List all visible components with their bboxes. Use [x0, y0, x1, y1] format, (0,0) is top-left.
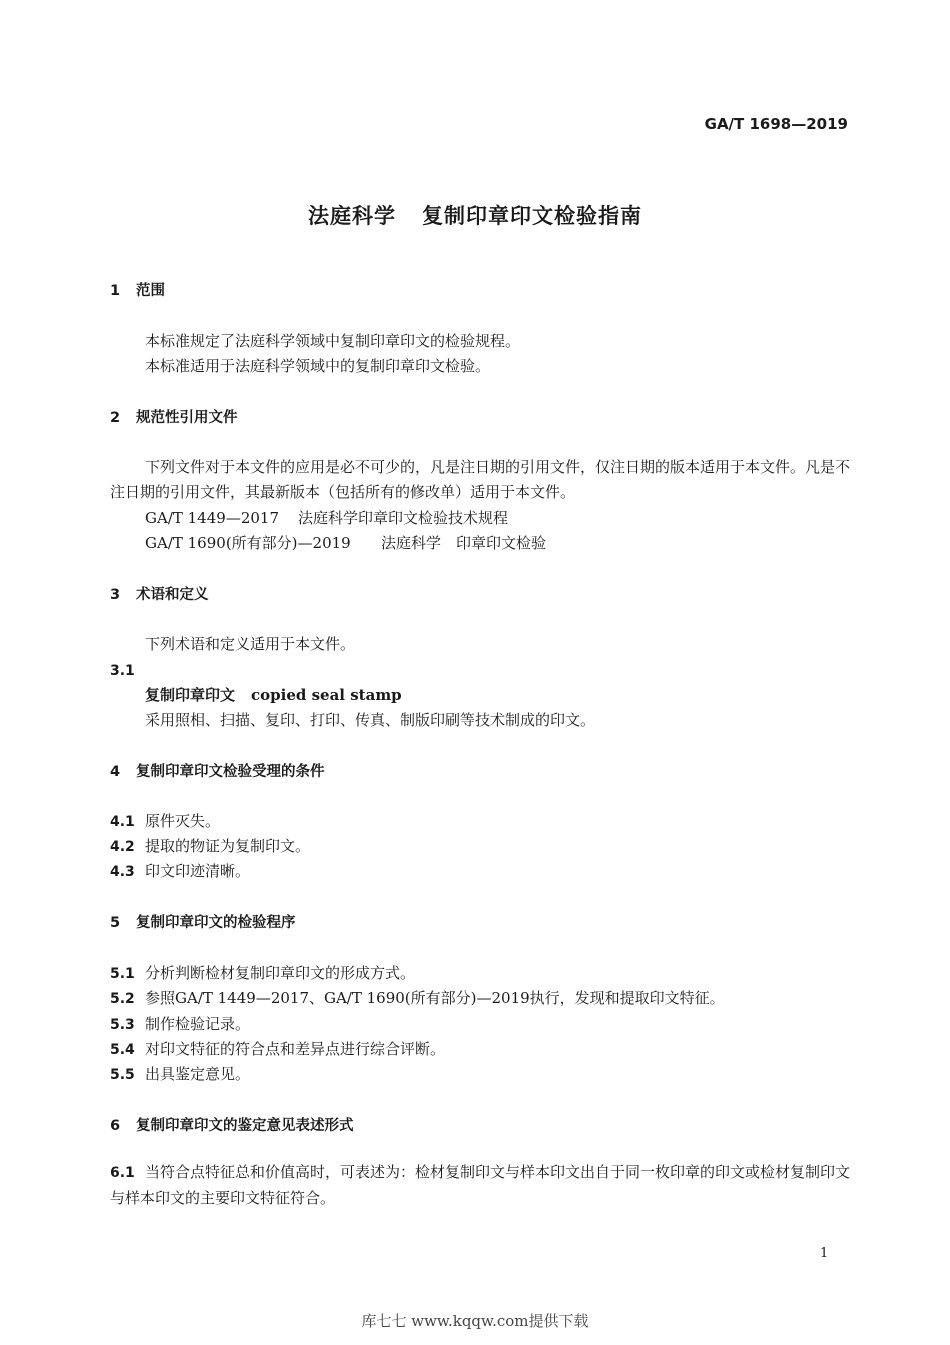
- reference-2-code: GA/T 1690(所有部分)—2019: [145, 534, 351, 552]
- clause-number: 5.3: [110, 1017, 135, 1033]
- section-5-heading: [110, 911, 296, 932]
- reference-1-code: GA/T 1449—2017: [145, 509, 279, 527]
- section-2-number: 2: [110, 410, 121, 426]
- section-2-heading: [110, 406, 238, 427]
- clause-number: 6.1: [110, 1165, 135, 1181]
- clause-text: 出具鉴定意见。: [145, 1065, 251, 1083]
- clause-number: 5.5: [110, 1067, 135, 1083]
- clause-text: 对印文特征的符合点和差异点进行综合评断。: [145, 1040, 446, 1058]
- section-1-paragraph-2: 本标准适用于法庭科学领域中的复制印章印文检验。: [145, 357, 491, 375]
- reference-1: [145, 507, 508, 528]
- clause-5-1: [110, 962, 415, 983]
- clause-number: 4.2: [110, 839, 135, 855]
- term-chinese: 复制印章印文: [145, 686, 236, 704]
- section-3-title: 术语和定义: [136, 587, 209, 603]
- section-2-title: 规范性引用文件: [136, 410, 238, 426]
- term-number-label: 3.1: [110, 663, 135, 679]
- section-5-title: 复制印章印文的检验程序: [136, 915, 296, 931]
- clause-number: 5.2: [110, 991, 135, 1007]
- term-entry: [145, 684, 402, 705]
- clause-text: 原件灭失。: [145, 812, 221, 830]
- download-watermark: 库七七 www.kqqw.com提供下载: [361, 1312, 589, 1330]
- clause-4-1: [110, 810, 220, 831]
- clause-text: 制作检验记录。: [145, 1015, 251, 1033]
- section-1-title: 范围: [136, 283, 165, 299]
- title-part-2: 复制印章印文检验指南: [422, 204, 642, 228]
- section-3-intro: 下列术语和定义适用于本文件。: [145, 635, 356, 653]
- section-4-number: 4: [110, 764, 121, 780]
- clause-5-3: [110, 1013, 250, 1034]
- clause-number: 4.3: [110, 864, 135, 880]
- term-definition: 采用照相、扫描、复印、打印、传真、制版印刷等技术制成的印文。: [145, 711, 596, 729]
- reference-1-title: 法庭科学印章印文检验技术规程: [298, 509, 509, 527]
- term-number: [110, 660, 145, 679]
- clause-text: 分析判断检材复制印章印文的形成方式。: [145, 964, 416, 982]
- section-1-heading: [110, 279, 165, 300]
- clause-number: 5.4: [110, 1042, 135, 1058]
- clause-text: 印文印迹清晰。: [145, 862, 251, 880]
- clause-6-1: [110, 1160, 850, 1211]
- reference-2-title: 法庭科学 印章印文检验: [381, 534, 547, 552]
- term-english: copied seal stamp: [251, 686, 402, 704]
- clause-text: 提取的物证为复制印文。: [145, 837, 311, 855]
- clause-text: 当符合点特征总和价值高时，可表述为：检材复制印文与样本印文出自于同一枚印章的印文或检材复制印文与样本印文的主要印文特征符合。: [110, 1163, 851, 1207]
- section-3-heading: [110, 583, 209, 604]
- clause-number: 4.1: [110, 814, 135, 830]
- clause-4-2: [110, 835, 310, 856]
- document-title: [0, 200, 950, 230]
- page-number: 1: [820, 1246, 829, 1261]
- section-4-heading: [110, 760, 325, 781]
- clause-5-2: [110, 987, 725, 1008]
- clause-number: 5.1: [110, 966, 135, 982]
- clause-4-3: [110, 860, 250, 881]
- section-1-paragraph-1: 本标准规定了法庭科学领域中复制印章印文的检验规程。: [145, 332, 521, 350]
- section-3-number: 3: [110, 587, 121, 603]
- clause-5-4: [110, 1038, 445, 1059]
- section-2-intro: 下列文件对于本文件的应用是必不可少的，凡是注日期的引用文件，仅注日期的版本适用于本文件。凡是不注日期的引用文件，其最新版本（包括所有的修改单）适用于本文件。: [110, 458, 851, 501]
- reference-2: [145, 532, 546, 553]
- section-4-title: 复制印章印文检验受理的条件: [136, 764, 325, 780]
- clause-text: 参照GA/T 1449—2017、GA/T 1690(所有部分)—2019执行，发现和提取印文特征。: [145, 989, 725, 1007]
- section-6-number: 6: [110, 1118, 121, 1134]
- section-1-number: 1: [110, 283, 121, 299]
- section-6-heading: [110, 1114, 354, 1135]
- clause-5-5: [110, 1063, 250, 1084]
- section-5-number: 5: [110, 915, 121, 931]
- title-part-1: 法庭科学: [308, 204, 396, 228]
- standard-number: GA/T 1698—2019: [704, 115, 848, 133]
- section-6-title: 复制印章印文的鉴定意见表述形式: [136, 1118, 354, 1134]
